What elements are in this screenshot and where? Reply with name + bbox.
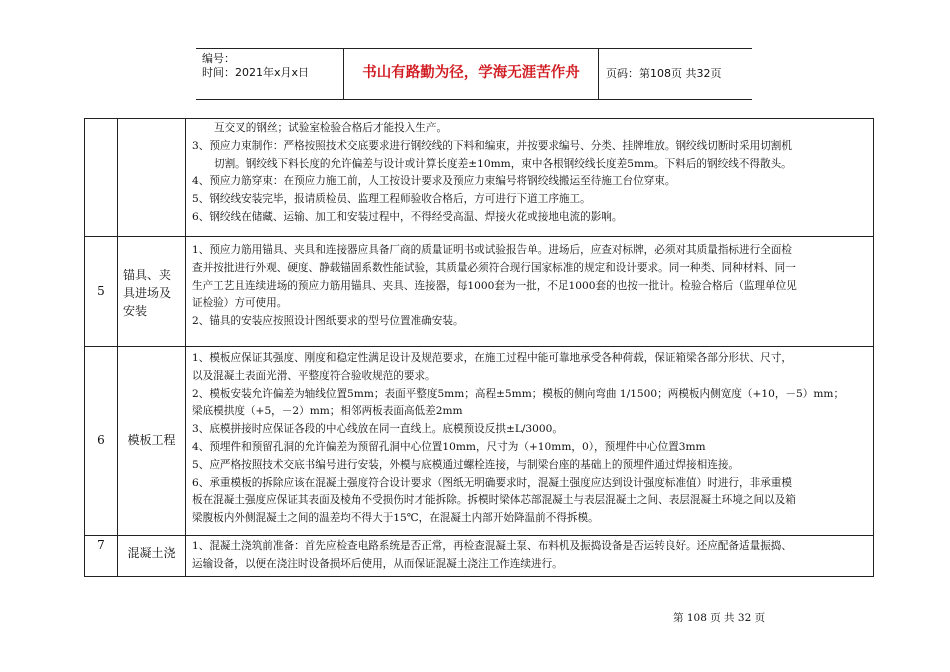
row-number: 5 — [97, 284, 105, 298]
header-meta — [196, 49, 342, 99]
page-header — [196, 48, 752, 100]
row-number: 7 — [97, 538, 105, 552]
row-text-line: 互交叉的钢丝；试验室检验合格后才能投入生产。 — [214, 122, 448, 134]
row-text-line: 查并按批进行外观、硬度、静载锚固系数性能试验，其质量必须符合现行国家标准的规定和设计要求。同一种类、同种材料、同一 — [192, 261, 796, 274]
row-item-name: 模板工程 — [127, 433, 176, 447]
row-text-line: 以及混凝土表面光滑、平整度符合验收规范的要求。 — [192, 369, 436, 382]
row-text-line: 1、预应力筋用锚具、夹具和连接器应具备厂商的质量证明书或试验报告单。进场后，应查对标牌，必须对其质量指标进行全面检 — [192, 244, 792, 256]
row-text-line: 板在混凝土强度应保证其表面及棱角不受损伤时才能拆除。拆模时梁体芯部混凝土与表层混凝土之间、表层混凝土环境之间以及箱 — [192, 494, 796, 507]
row-text-line: 切割。钢绞线下料长度的允许偏差与设计或计算长度差±10mm，束中各根钢绞线长度差5mm。下料后的钢绞线不得散头。 — [214, 157, 792, 170]
row-text-line: 2、模板安装允许偏差为轴线位置5mm；表面平整度5mm；高程±5mm；模板的侧向弯曲 1/1500；两模板内侧宽度（+10，－5）mm； — [192, 387, 845, 400]
row-divider — [84, 346, 874, 347]
row-text-line: 5、钢绞线安装完毕，报请质检员、监理工程师验收合格后，方可进行下道工序施工。 — [192, 193, 591, 206]
row-divider — [84, 535, 874, 536]
date-label: 时间：2021年x月x日 — [202, 66, 310, 79]
row-text-line: 1、模板应保证其强度、刚度和稳定性满足设计及规范要求，在施工过程中能可靠地承受各种荷载，保证箱梁各部分形状、尺寸， — [192, 352, 792, 364]
row-text-line: 生产工艺且连续进场的预应力筋用锚具、夹具、连接器，每1000套为一批，不足1000套的也按一批计。检验合格后（监理单位见 — [192, 279, 797, 292]
row-text-line: 4、预应力筋穿束：在预应力施工前，人工按设计要求及预应力束编号将钢绞线搬运至待施工台位穿束。 — [192, 175, 676, 188]
header-motto-cell — [343, 49, 599, 99]
row-text-line: 6、承重模板的拆除应该在混凝土强度符合设计要求（图纸无明确要求时，混凝土强度应达到设计强度标准值）时进行，非承重模 — [192, 476, 792, 489]
row-text-line: 3、底模拼接时应保证各段的中心线放在同一直线上。底模预设反拱±L/3000。 — [192, 423, 563, 436]
table-border-right — [873, 118, 874, 577]
header-page-cell — [598, 49, 752, 99]
table-border-top — [84, 118, 874, 119]
table-border-left — [84, 118, 85, 577]
row-text-line: 证检验）方可使用。 — [192, 297, 288, 310]
row-text-line: 运输设备，以便在浇注时设备损坏后使用，从而保证混凝土浇注工作连续进行。 — [192, 557, 563, 570]
row-text-line: 4、预埋件和预留孔洞的允许偏差为预留孔洞中心位置10mm，尺寸为（+10mm，0），预埋件中心位置3mm — [192, 440, 706, 453]
column-divider — [185, 118, 186, 577]
page-code: 页码：第108页 共32页 — [606, 67, 722, 80]
motto: 书山有路勤为径，学海无涯苦作舟 — [362, 65, 580, 81]
row-number: 6 — [97, 433, 105, 447]
row-text-line: 梁腹板内外侧混凝土之间的温差均不得大于15℃，在混凝土内部开始降温前不得拆模。 — [192, 512, 599, 525]
table-row — [192, 242, 872, 331]
row-text-line: 1、混凝土浇筑前准备：首先应检查电路系统是否正常，再检查混凝土泵、布料机及振捣设备是否运转良好。还应配备适量振捣、 — [192, 540, 792, 552]
row-text-line: 梁底模拱度（+5，－2）mm；相邻两板表面高低差2mm — [192, 405, 463, 418]
page-footer: 第 108 页 共 32 页 — [673, 612, 766, 624]
column-divider — [117, 118, 118, 577]
row-text-line: 6、钢绞线在储藏、运输、加工和安装过程中，不得经受高温、焊接火花或接地电流的影响。 — [192, 210, 623, 223]
row-text-line: 5、应严格按照技术交底书编号进行安装，外模与底模通过螺栓连接，与制梁台座的基础上的预埋件通过焊接相连接。 — [192, 458, 740, 471]
table-row — [192, 538, 872, 574]
row-item-name: 锚具、夹 具进场及 安装 — [123, 268, 172, 318]
row-text-line: 2、锚具的安装应按照设计图纸要求的型号位置准确安装。 — [192, 315, 464, 328]
row-item-name: 混凝土浇 — [127, 546, 176, 560]
table-row — [192, 350, 872, 528]
row-text-line: 3、预应力束制作：严格按照技术交底要求进行钢绞线的下料和编束，并按要求编号、分类、挂牌堆放。钢绞线切断时采用切割机 — [192, 139, 792, 152]
table-row — [192, 120, 872, 227]
row-divider — [84, 236, 874, 237]
number-label: 编号： — [202, 52, 235, 65]
table-border-bottom — [84, 576, 874, 577]
